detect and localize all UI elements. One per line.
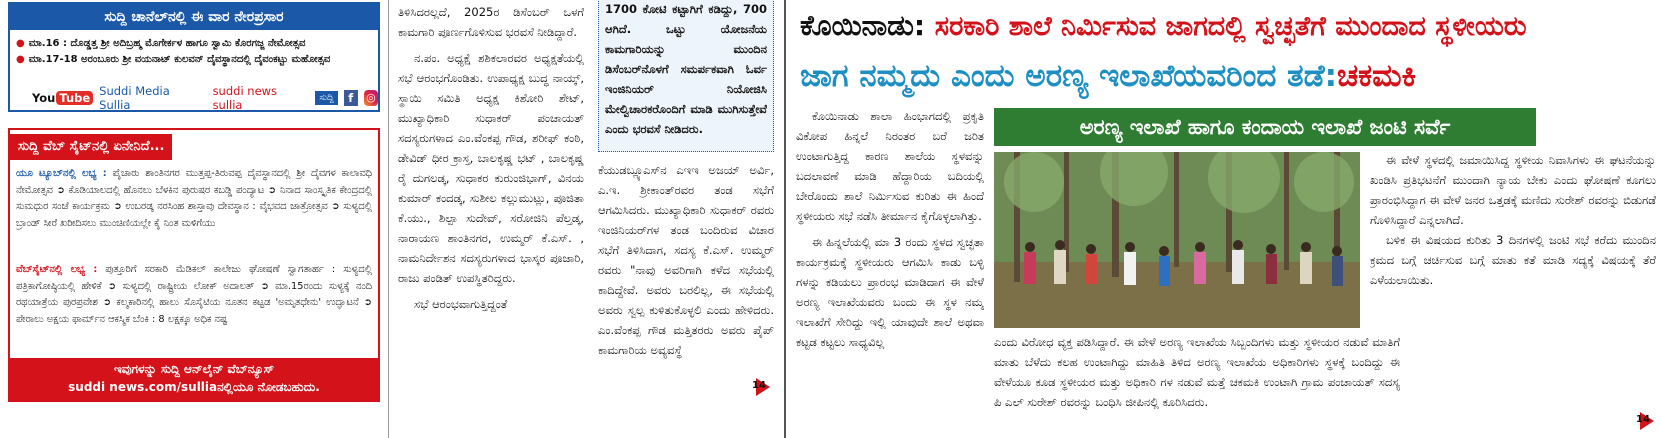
column-3-box-text: 1700 ಕೋಟಿ ಕಟ್ಟಾಗಿಗೆ ಕಡಿದ್ದು, 700 ಆಗಿದೆ. ಒಟ್ಟು ಯೋಜನೆಯ ಕಾಮಗಾರಿಯನ್ನು ಮುಂದಿನ ಡಿಸೆಂಬರ್‌ನೊಳಗೆ ಸಮರ್ಪಕವಾಗಿ ಓರ್ವ ಇಂಜಿನಿಯರ್ ನಿಯೋಜಿಸಿ ಮೇಲ್ವಿಚಾರಕರೊಂದಿಗೆ ಮಾಡಿ ಮುಗಿಸುತ್ತೇವೆ ಎಂದು ಭರವಸೆ ನೀಡಿದರು. (605, 2, 767, 136)
headline-2 (800, 54, 1656, 98)
youtube-section-label: ಯೂ ಟ್ಯೂಬ್‌ನಲ್ಲಿ ಲಭ್ಯ : (16, 168, 107, 179)
facebook-icon: f (344, 90, 358, 106)
website-box-title: ಸುದ್ದಿ ವೆಬ್ ಸೈಟ್‌ನಲ್ಲಿ ಏನೇನಿದೆ... (10, 134, 172, 160)
article-paragraph: ಕೊಯಿನಾಡು ಶಾಲಾ ಹಿಂಭಾಗದಲ್ಲಿ ಪ್ರಕೃತಿ ವಿಕೋಪ ಹಿನ್ನಲೆ ನಿರಂತರ ಬರೆ ಜರಿತ ಉಂಟಾಗುತ್ತಿದ್ದ ಕಾರಣ ಶಾಲೆಯ ಸ್ಥಳವನ್ನು ಬದಲಾವಣೆ ಮಾಡಿ ಹೆದ್ದಾರಿಯ ಬದಿಯಲ್ಲಿ ಬೇರೊಂದು ಶಾಲೆ ನಿರ್ಮಿಸುವ ಕುರಿತು ಈ ಹಿಂದೆ ಸ್ಥಳೀಯರು ಸಭೆ ನಡೆಸಿ ತೀರ್ಮಾನ ಕೈಗೊಳ್ಳಲಾಗಿತ್ತು. (796, 109, 984, 223)
website-footer-line2: suddi news.com/sulliaನಲ್ಲಿಯೂ ನೋಡಬಹುದು. (68, 380, 320, 394)
website-footer-line1: ಇವುಗಳನ್ನು ಸುದ್ದಿ ಆನ್‌ಲೈನ್ ವೆಬ್‌ನ್ಯೂಸ್ (113, 362, 275, 376)
column-2-text (398, 2, 584, 434)
suddi-badge: ಸುದ್ದಿ (315, 91, 337, 105)
news-label: suddi news sullia (212, 84, 278, 112)
website-footer (10, 358, 378, 400)
website-section-text: ಪುತ್ತೂರಿಗೆ ಸರಕಾರಿ ಮೆಡಿಕಲ್ ಕಾಲೇಜು ಘೋಷಣೆ ಸ್ವಾಗತಾರ್ಹ : ಸುಳ್ಯದಲ್ಲಿ ಪತ್ರಿಕಾಗೋಷ್ಠಿಯಲ್ಲಿ ಹೇಳಿಕೆ ➲ ಸುಳ್ಯದಲ್ಲಿ ರಾಷ್ಟ್ರೀಯ ಲೋಕ್ ಅದಾಲತ್ ➲ ಮಾ.15ರಂದು ಸುಳ್ಯಕ್ಕೆ ನಂದಿ ರಥಯಾತ್ರೆಯ ಪುರಪ್ರವೇಶ ➲ ಕಲ್ಮಕಾರಿನಲ್ಲಿ ಹಾಲು ಸೊಸೈಟಿಯ ನೂತನ ಕಟ್ಟಡ 'ಅಮೃತಧೇನು' ಉದ್ಘಾಟನೆ ➲ ಪೇರಾಲು ಅಕ್ಷಯ ಫಾರ್ಮ್‌ನ ಆಕಸ್ಮಿಕ ಬೆಂಕಿ : 8 ಲಕ್ಷಕ್ಕೂ ಅಧಿಕ ನಷ್ಟ (16, 264, 372, 325)
live-broadcast-box (8, 2, 380, 112)
column-2-paragraph: ತಿಳಿಸಿದರಲ್ಲದೆ, 2025ರ ಡಿಸೆಂಬರ್ ಒಳಗೆ ಕಾಮಗಾರಿ ಪೂರ್ಣಗೊಳಿಸುವ ಭರವಸೆ ನೀಡಿದ್ದಾರೆ. (398, 5, 584, 39)
article-paragraph: ಈ ಹಿನ್ನಲೆಯಲ್ಲಿ ಮಾ 3 ರಂದು ಸ್ಥಳದ ಸ್ವಚ್ಛತಾ ಕಾರ್ಯಕ್ರಮಕ್ಕೆ ಸ್ಥಳೀಯರು ಆಗಮಿಸಿ ಕಾಡು ಬಳ್ಳಿ ಗಳನ್ನು ಕಡಿಯಲು ಪ್ರಾರಂಭ ಮಾಡಿದಾಗ ಈ ವೇಳೆ ಅರಣ್ಯ ಇಲಾಖೆಯವರು ಬಂದು ಈ ಸ್ಥಳ ನಮ್ಮ ಇಲಾಖೆಗೆ ಸೇರಿದ್ದು ಇಲ್ಲಿ ಯಾವುದೇ ಶಾಲೆ ಅಥವಾ ಕಟ್ಟಡ ಕಟ್ಟಲು ಸಾಧ್ಯವಿಲ್ಲ (796, 235, 984, 349)
live-event: ● ಮಾ.17-18 ಅರಂಬೂರು ಶ್ರೀ ವಯನಾಟ್ ಕುಲವನ್ ದೈವಸ್ಥಾನದಲ್ಲಿ ದೈವಂಕಟ್ಟು ಮಹೋತ್ಸವ (16, 52, 372, 68)
article-caption-text: ಎಂದು ವಿರೋಧ ವ್ಯಕ್ತ ಪಡಿಸಿದ್ದಾರೆ. ಈ ವೇಳೆ ಅರಣ್ಯ ಇಲಾಖೆಯ ಸಿಬ್ಬಂದಿಗಳು ಮತ್ತು ಸ್ಥಳೀಯರ ನಡುವೆ ಮಾತಿಗೆ ಮಾತು ಬೆಳೆದು ಕಲಹ ಉಂಟಾಗಿದ್ದು ಮಾಹಿತಿ ತಿಳಿದ ಅರಣ್ಯ ಇಲಾಖೆಯ ಅಧಿಕಾರಿಗಳು ಸ್ಥಳಕ್ಕೆ ಬಂದಿದ್ದು ಈ ವೇಳೆಯೂ ಕೂಡ ಸ್ಥಳೀಯರ ಮತ್ತು ಅಧಿಕಾರಿ ಗಳ ನಡುವೆ ಮತ್ತೆ ಚಕಮಕಿ ಉಂಟಾಗಿ ಗ್ರಾಮ ಪಂಚಾಯತ್ ಸದಸ್ಯ ಪಿ ಎಲ್ ಸುರೇಶ್ ರವರನ್ನು ಬಂಧಿಸಿ ಜೀಪಿನಲ್ಲಿ ಕೂರಿಸಿದರು. (994, 335, 1400, 409)
column-rule (784, 0, 786, 438)
article-photo (994, 152, 1360, 328)
forest-scene (994, 152, 1360, 328)
headline-2-tag: ಚಕಮಕಿ (1336, 58, 1417, 94)
live-box-title: ಸುದ್ದಿ ಚಾನೆಲ್‌ನಲ್ಲಿ ಈ ವಾರ ನೇರಪ್ರಸಾರ (10, 4, 378, 30)
column-3-text: ಕೆಯುಡಬ್ಲ್ಯೂಎಸ್‌ನ ಎಇಇ ಅಜಯ್ ಅರ್ವಿ, ಎ.ಇ. ಶ್ರೀಕಾಂತ್‌ರವರ ತಂಡ ಸಭೆಗೆ ಆಗಮಿಸಿದರು. ಮುಖ್ಯಾಧಿಕಾರಿ ಸುಧಾಕರ್ ರವರು ಇಂಜಿನಿಯರ್‌ಗಳ ತಂಡ ಬಂದಿರುವ ವಿಚಾರ ಸಭೆಗೆ ತಿಳಿಸಿದಾಗ, ಸದಸ್ಯ ಕೆ.ಎಸ್. ಉಮ್ಮರ್ ರವರು "ನಾವು ಅವರಿಗಾಗಿ ಕಳೆದ ಸಭೆಯಲ್ಲಿ ಕಾದಿದ್ದೇವೆ. ಅವರು ಬರಲಿಲ್ಲ, ಈ ಸಭೆಯಲ್ಲಿ ಅವರು ಸ್ವಲ್ಪ ಕುಳಿತುಕೊಳ್ಳಲಿ ಎಂದು ಹೇಳಿದರು. ಎಂ.ವೆಂಕಪ್ಪ ಗೌಡ ಮತ್ತಿತರರು ಅವರು ಪೈಪ್ ಕಾಮಗಾರಿಯ ಅವ್ಯವಸ್ಥೆ (598, 163, 774, 357)
continue-page: 14 (752, 380, 766, 391)
headline-1 (800, 6, 1656, 47)
headline-1-text: ಸರಕಾರಿ ಶಾಲೆ ನಿರ್ಮಿಸುವ ಜಾಗದಲ್ಲಿ ಸ್ವಚ್ಛತೆಗೆ ಮುಂದಾದ ಸ್ಥಳೀಯರು (934, 11, 1527, 42)
youtube-you: You (32, 91, 56, 105)
youtube-channel-name: Suddi Media Sullia (99, 84, 170, 112)
column-rule (388, 0, 389, 438)
column-3-box (598, 0, 774, 152)
column-2-paragraph: ನ.ಪಂ. ಅಧ್ಯಕ್ಷೆ ಶಶಿಕಲಾರವರ ಅಧ್ಯಕ್ಷತೆಯಲ್ಲಿ ಸಭೆ ಆರಂಭಗೊಂಡಿತು. ಉಪಾಧ್ಯಕ್ಷ ಬುದ್ಧ ನಾಯ್ಕ್, ಸ್ಥಾಯಿ ಸಮಿತಿ ಅಧ್ಯಕ್ಷ ಕಿಶೋರಿ ಶೇಟ್, ಮುಖ್ಯಾಧಿಕಾರಿ ಸುಧಾಕರ್ ಪಂಚಾಯತ್ ಸದಸ್ಯರುಗಳಾದ ಎಂ.ವೆಂಕಪ್ಪ ಗೌಡ, ಶರೀಫ್ ಕಂಠಿ, ಡೇವಿಡ್ ಧೀರ ಕ್ರಾಸ್ತ, ಬಾಲಕೃಷ್ಣ ಭಟ್ , ಬಾಲಕೃಷ್ಣ ರೈ ದುಗಲಡ್ಕ, ಸುಧಾಕರ ಕುರುಂಜಿಭಾಗ್, ವಿನಯ ಕುಮಾರ್ ಕಂದಡ್ಕ, ಸುಶೀಲ ಕಲ್ಲುಮುಟ್ಲು, ಪೂಜಿತಾ ಕೆ.ಯು., ಶಿಲ್ಪಾ ಸುದೇವ್, ಸರೋಜಿನಿ ಪೆಲ್ತಡ್ಕ, ನಾರಾಯಣ ಶಾಂತಿನಗರ, ಉಮ್ಮರ್ ಕೆ.ಎಸ್. , ನಾಮನಿರ್ದೇಶನ ಸದಸ್ಯರುಗಳಾದ ಭಾಸ್ಕರ ಪೂಜಾರಿ, ರಾಜು ಪಂಡಿತ್ ಉಪಸ್ಥಿತರಿದ್ದರು. (398, 51, 584, 285)
continue-page: 14 (1636, 414, 1650, 425)
article-left-text (796, 106, 984, 434)
subhead-banner: ಅರಣ್ಯ ಇಲಾಖೆ ಹಾಗೂ ಕಂದಾಯ ಇಲಾಖೆ ಜಂಟಿ ಸರ್ವೆ (994, 108, 1536, 146)
continue-arrow (752, 378, 770, 396)
headline-1-place: ಕೊಯಿನಾಡು: (800, 9, 926, 42)
youtube-logo (32, 91, 93, 105)
column-2-paragraph: ಸಭೆ ಆರಂಭವಾಗುತ್ತಿದ್ದಂತೆ (414, 297, 508, 311)
youtube-section-text: ಪೈಚಾರು ಶಾಂತಿನಗರ ಮುತ್ತಪ್ಪ-ತಿರುವಪ್ಪ ದೈವಸ್ಥಾನದಲ್ಲಿ ಶ್ರೀ ದೈವಗಳ ಕಾಲಾವಧಿ ನೇಮೋತ್ಸವ ➲ ಕೊಡಿಯಾಲದಲ್ಲಿ ಹೊನಲು ಬೆಳಕಿನ ಪುರುಷರ ಕಬಡ್ಡಿ ಪಂದ್ಯಾಟ ➲ ನಿನಾದ ಸಾಂಸ್ಕೃತಿಕ ಕೇಂದ್ರದಲ್ಲಿ ಸುಮಧುರ ಸಂಜೆ ಕಾರ್ಯಕ್ರಮ ➲ ಉಬರಡ್ಕ ನರಸಿಂಹ ಶಾಸ್ತಾವು ದೇವಸ್ಥಾನ : ವೈಭವದ ಜಾತ್ರೋತ್ಸವ ➲ ಸುಳ್ಯದಲ್ಲಿ ಬ್ರಾಂಡ್ ಸೀರೆ ಖರೀದಿಸಲು ಮುಂಚಿಣಿಯಲ್ಲೇ ಕೈ ನಿಂತ ಮಳಿಗೆಯು (16, 168, 372, 229)
instagram-icon: ◎ (364, 90, 378, 106)
headline-2-text: ಜಾಗ ನಮ್ಮದು ಎಂದು ಅರಣ್ಯ ಇಲಾಖೆಯವರಿಂದ ತಡೆ: (800, 58, 1337, 94)
website-section-label: ವೆಬ್‌ಸೈಟ್‌ನಲ್ಲಿ ಲಭ್ಯ : (16, 264, 98, 275)
continue-arrow (1636, 412, 1654, 430)
article-right-text (1370, 150, 1656, 434)
live-event: ● ಮಾ.16 : ದೊಡ್ಡತ್ತ ಶ್ರೀ ಅದಿಬ್ರಹ್ಮ ಮೊಗೇರ್ಕಳ ಹಾಗೂ ಸ್ವಾಮಿ ಕೊರಗಜ್ಜ ನೇಮೋತ್ಸವ (16, 36, 372, 52)
website-box (8, 128, 380, 402)
article-paragraph: ಈ ವೇಳೆ ಸ್ಥಳದಲ್ಲಿ ಜಮಾಯಿಸಿದ್ದ ಸ್ಥಳೀಯ ನಿವಾಸಿಗಳು ಈ ಘಟನೆಯನ್ನು ಖಂಡಿಸಿ ಪ್ರತಿಭಟನೆಗೆ ಮುಂದಾಗಿ ನ್ಯಾಯ ಬೇಕು ಎಂದು ಘೋಷಣೆ ಕೂಗಲು ಪ್ರಾರಂಭಿಸಿದ್ದಾಗ ಈ ವೇಳೆ ಜನರ ಒತ್ತಡಕ್ಕೆ ಮಣಿದು ಸುರೇಶ್ ರವರನ್ನು ಬಿಡುಗಡೆ ಗೊಳಿಸಿದ್ದಾರೆ ಎನ್ನಲಾಗಿದೆ. (1370, 153, 1656, 227)
article-paragraph: ಬಳಿಕ ಈ ವಿಷಯದ ಕುರಿತು 3 ದಿನಗಳಲ್ಲಿ ಜಂಟಿ ಸಭೆ ಕರೆದು ಮುಂದಿನ ಕ್ರಮದ ಬಗ್ಗೆ ಚರ್ಚಿಸುವ ಬಗ್ಗೆ ಮಾತು ಕತೆ ಮಾಡಿ ಸದ್ಯಕ್ಕೆ ವಿಷಯಕ್ಕೆ ತೆರೆ ಎಳೆಯಲಾಯಿತು. (1370, 233, 1656, 287)
youtube-tube: Tube (56, 91, 93, 105)
